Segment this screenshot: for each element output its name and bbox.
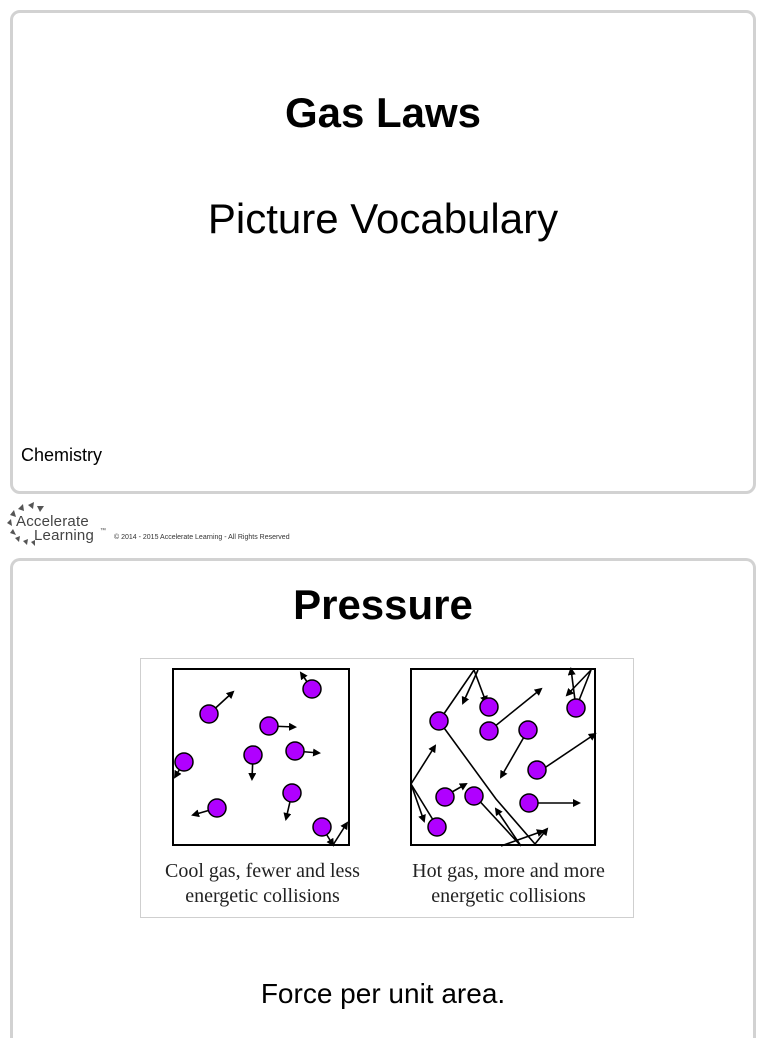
- definition-text: Force per unit area.: [260, 978, 506, 1009]
- logo-wordmark-line2: Learning: [34, 527, 94, 544]
- vocabulary-slide: [10, 558, 756, 1038]
- logo-trademark: ™: [100, 528, 106, 534]
- hot-gas-container: [411, 669, 595, 846]
- slide-footer: [0, 498, 768, 554]
- copyright-notice: © 2014 - 2015 Accelerate Learning - All Rights Reserved: [114, 534, 290, 541]
- slide-subtitle: Picture Vocabulary: [207, 195, 559, 242]
- slide-title: Pressure: [293, 581, 473, 628]
- cool-gas-caption: Cool gas, fewer and less energetic collisions: [165, 860, 360, 907]
- logo-wordmark-line1: Accelerate: [16, 513, 89, 530]
- subject-label: Chemistry: [21, 445, 103, 465]
- hot-gas-caption: Hot gas, more and more energetic collisions: [412, 860, 605, 907]
- slide-title: Gas Laws: [284, 89, 482, 136]
- accelerate-learning-logo: [4, 500, 108, 546]
- title-slide: [10, 10, 756, 494]
- pressure-figure: [140, 658, 634, 918]
- cool-gas-container: [173, 669, 349, 845]
